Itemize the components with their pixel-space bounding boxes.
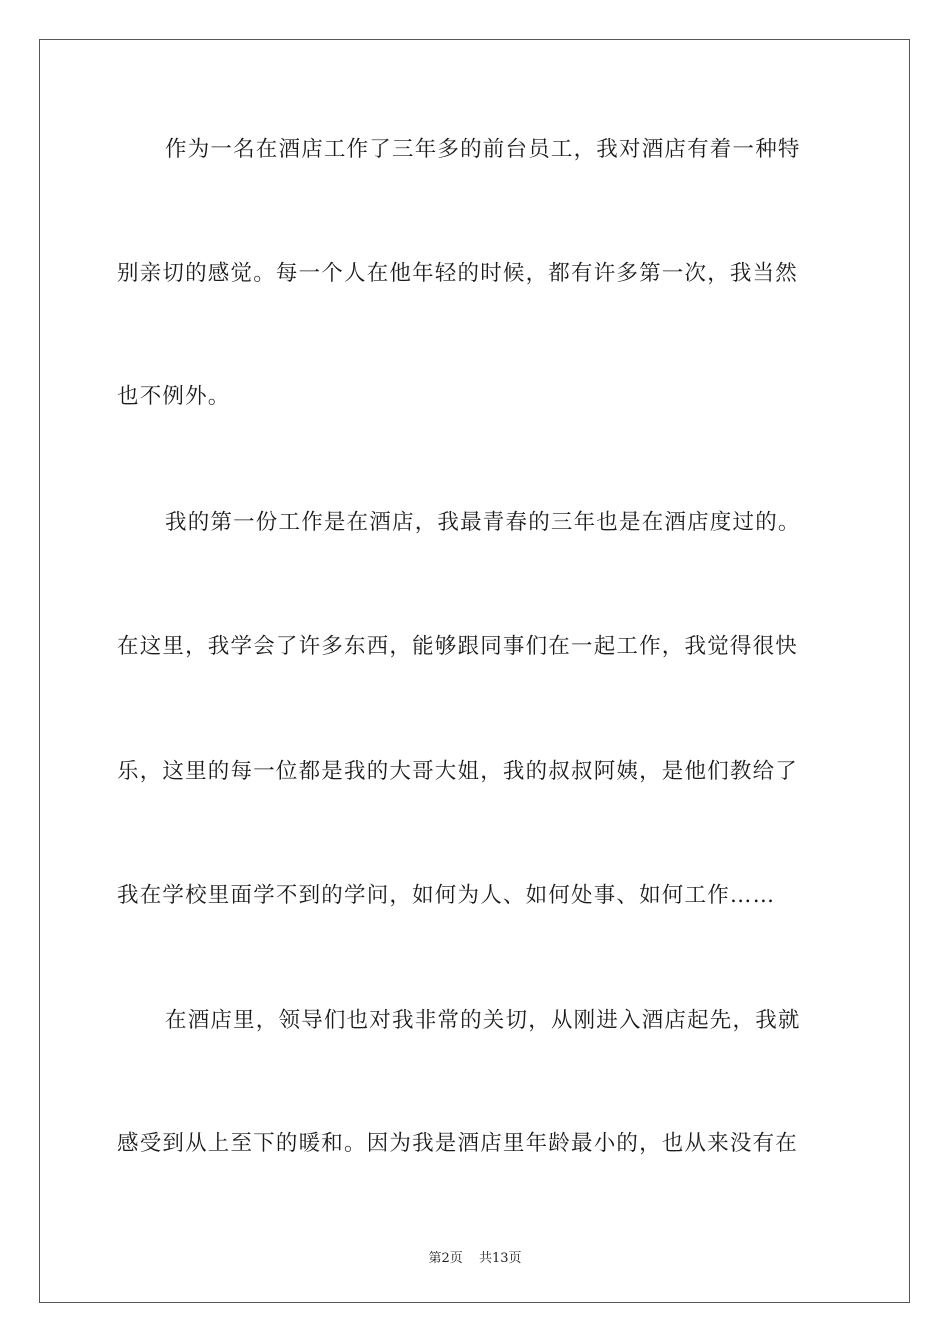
paragraph-2-line-1: 我的第一份工作是在酒店，我最青春的三年也是在酒店度过的。 bbox=[165, 510, 801, 535]
paragraph-1-line-1: 作为一名在酒店工作了三年多的前台员工，我对酒店有着一种特 bbox=[165, 137, 801, 162]
paragraph-2-line-2: 在这里，我学会了许多东西，能够跟同事们在一起工作，我觉得很快 bbox=[117, 634, 799, 659]
page-number: 第2页 bbox=[428, 1251, 463, 1266]
page-frame bbox=[39, 39, 910, 1303]
paragraph-2-line-4: 我在学校里面学不到的学问，如何为人、如何处事、如何工作…… bbox=[117, 883, 776, 908]
paragraph-3-line-2: 感受到从上至下的暖和。因为我是酒店里年龄最小的，也从来没有在 bbox=[117, 1131, 799, 1156]
page-footer bbox=[0, 1247, 950, 1266]
total-pages: 共13页 bbox=[478, 1251, 522, 1266]
paragraph-1-line-3: 也不例外。 bbox=[117, 384, 231, 409]
paragraph-1-line-2: 别亲切的感觉。每一个人在他年轻的时候，都有许多第一次，我当然 bbox=[117, 261, 799, 286]
paragraph-3-line-1: 在酒店里，领导们也对我非常的关切，从刚进入酒店起先，我就 bbox=[165, 1008, 801, 1033]
paragraph-2-line-3: 乐，这里的每一位都是我的大哥大姐，我的叔叔阿姨，是他们教给了 bbox=[117, 759, 799, 784]
